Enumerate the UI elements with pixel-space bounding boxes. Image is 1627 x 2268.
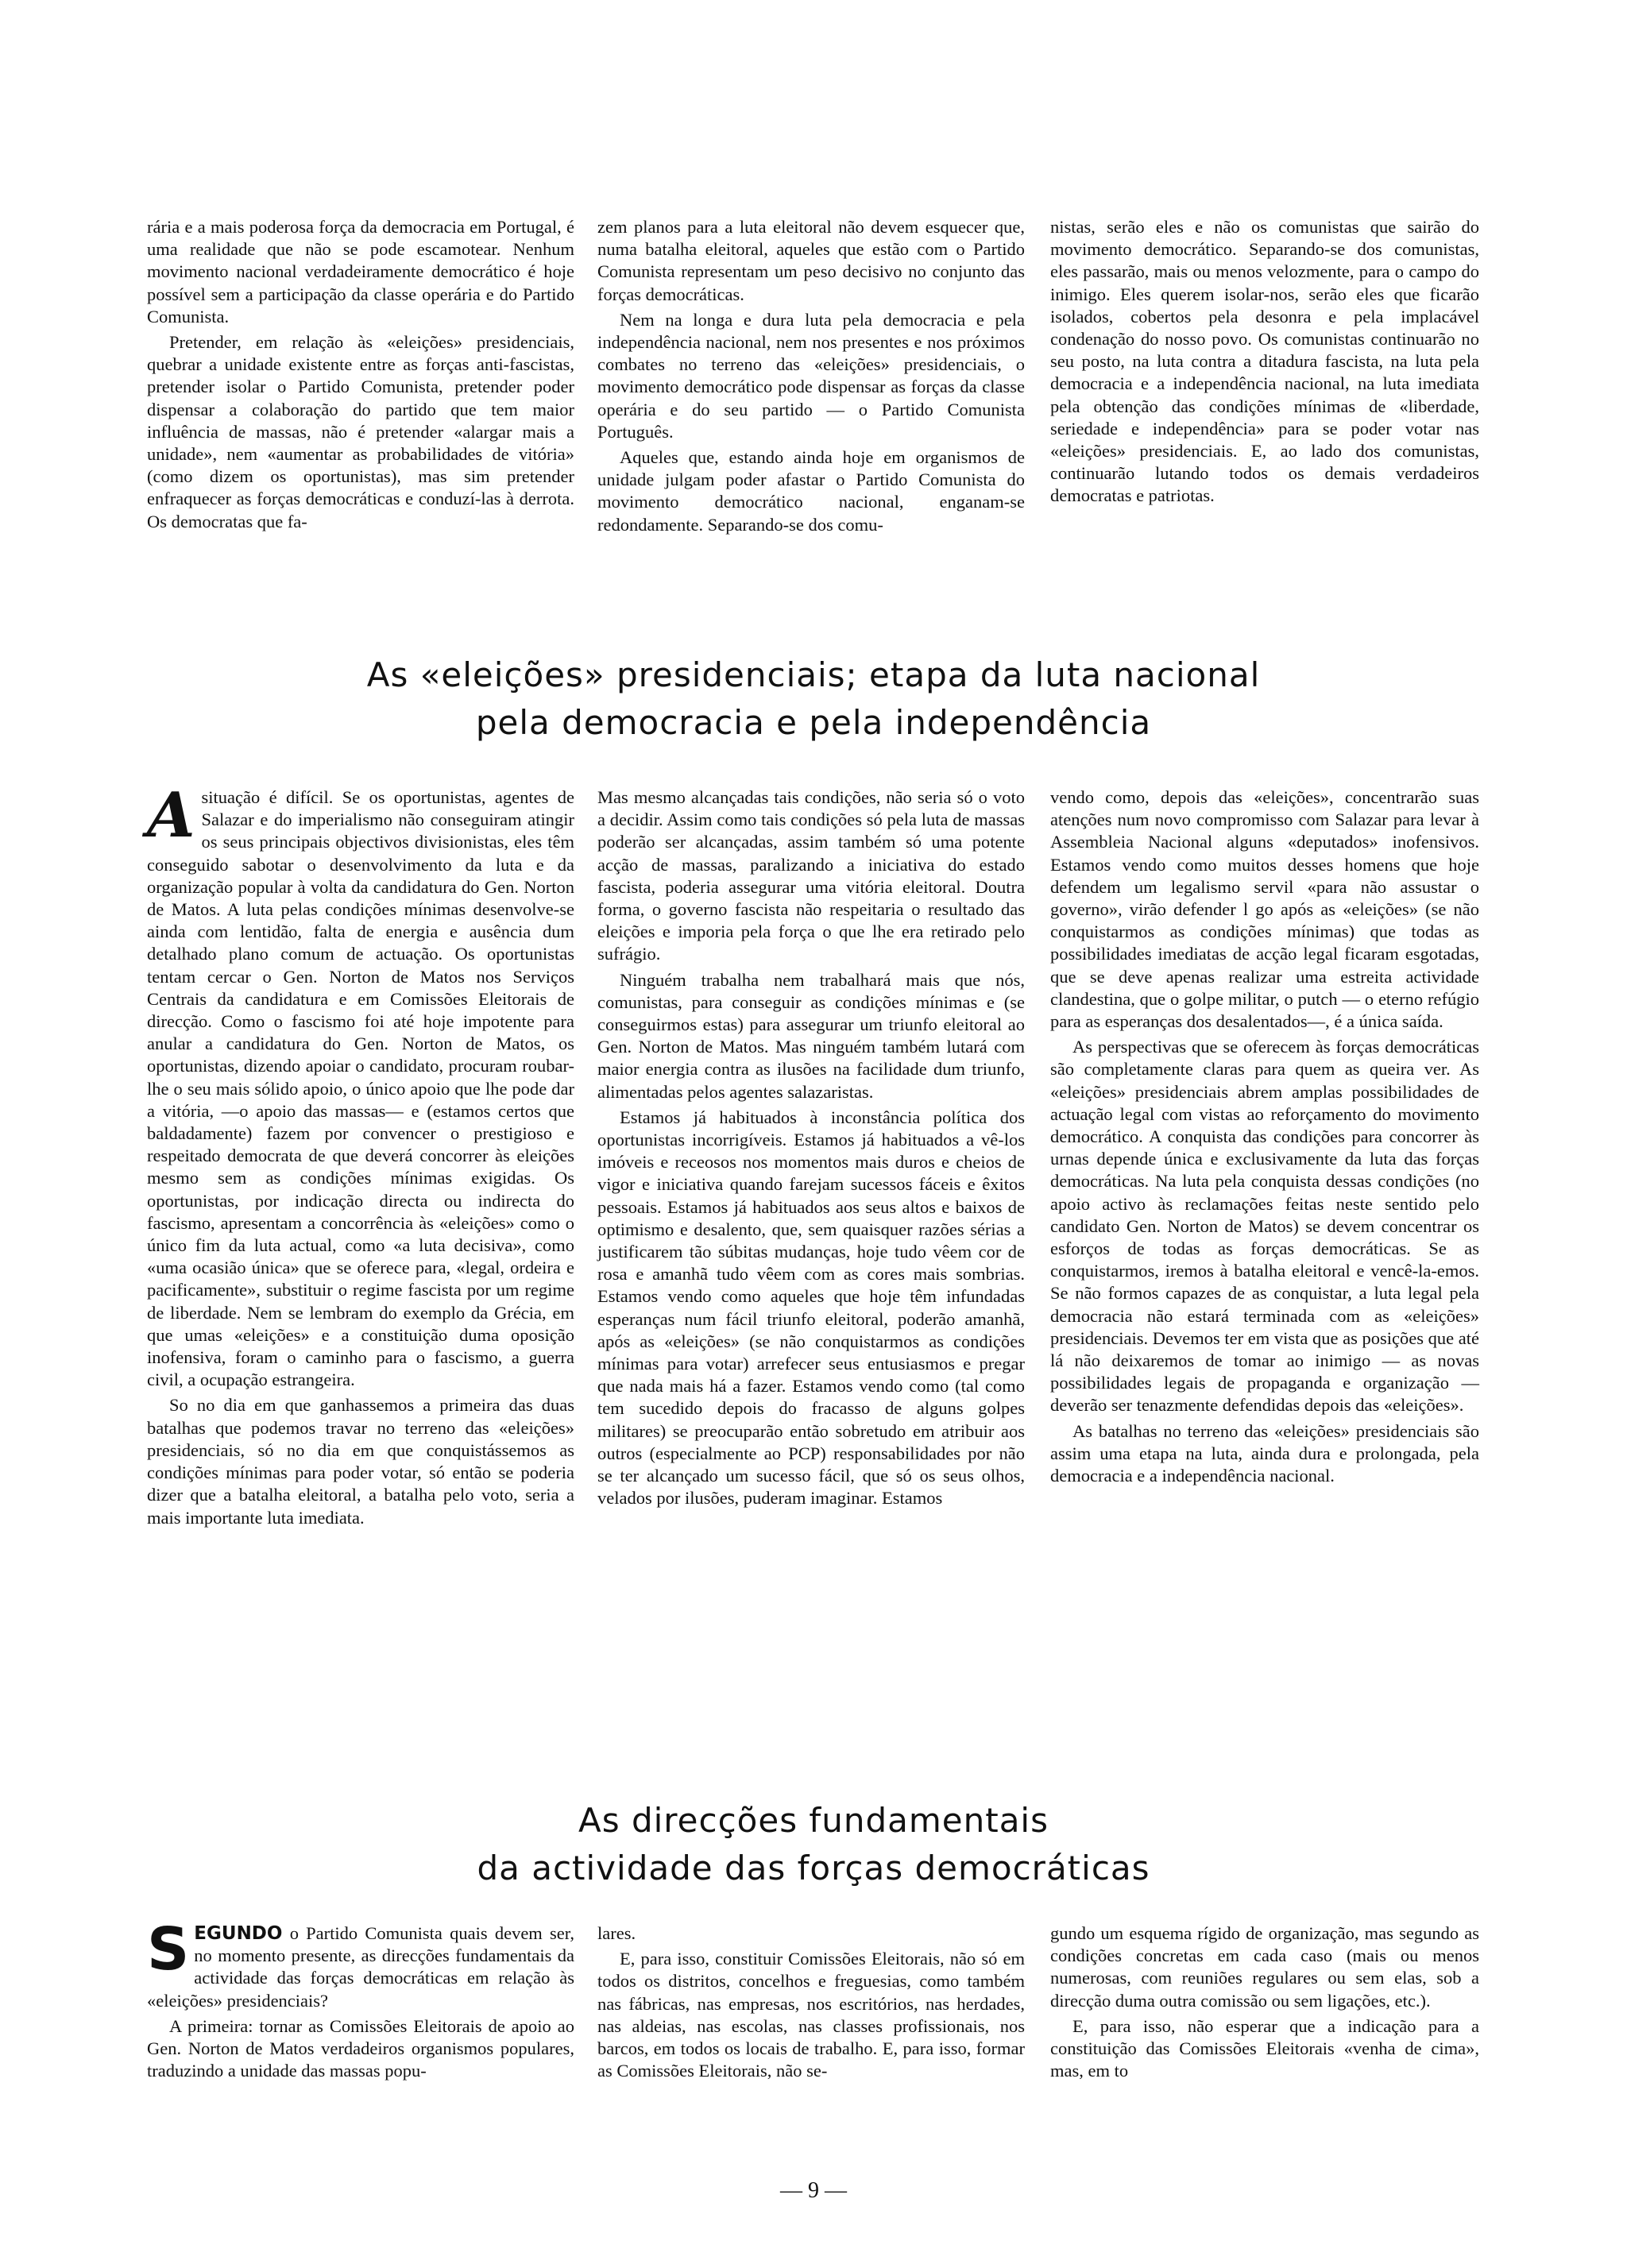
paragraph: lares.: [597, 1923, 636, 1943]
heading-line: As «eleições» presidenciais; etapa da luta nacional: [366, 655, 1261, 694]
bottom-column-3: [1050, 1922, 1479, 2085]
paragraph: zem planos para a luta eleitoral não devem esquecer que, numa batalha eleitoral, aqueles que estão com o Partido Comunista representam um peso decisivo no conjunto das forças democráticas.: [597, 217, 1025, 304]
middle-column-2: [597, 786, 1025, 1513]
middle-column-1: [147, 779, 574, 1532]
paragraph: rária e a mais poderosa força da democracia em Portugal, é uma realidade que não se pode escamotear. Nenhum movimento nacional verdadeiramente democrático é hoje possível sem a participação da classe operária e do Partido Comunista.: [147, 217, 574, 326]
page-number: — 9 —: [780, 2178, 847, 2203]
drop-cap: S: [147, 1915, 190, 1984]
middle-column-3: [1050, 786, 1479, 1490]
bottom-column-1: [147, 1915, 574, 2085]
lead-word: EGUNDO: [194, 1923, 283, 1944]
paragraph: As perspectivas que se oferecem às forças democráticas são completamente claras para quem as queira ver. As «eleições» presidenciais abrem amplas possibilidades de actuação legal com vistas ao reforçamento do movimento democrático. A conquista das condições para concorrer às urnas depende única e exclusivamente da luta das forças democráticas. Na luta pela conquista dessas condições (no apoio activo às reclamações feitas neste sentido pelo candidato Gen. Norton de Matos) se devem concentrar os esforços de todas as forças democráticas. Se as conquistarmos, iremos à batalha eleitoral e vencê-la-emos. Se não formos capazes de as conquistar, a luta legal pela democracia não estará terminada com as «eleições» presidenciais. Devemos ter em vista que as posições que até lá não deixaremos de tomar ao inimigo — as novas possibilidades legais de propaganda e organização — deverão ser tenazmente defendidas depois das «eleições».: [1050, 1037, 1479, 1416]
paragraph: So no dia em que ganhassemos a primeira das duas batalhas que podemos travar no terreno das «eleições» presidenciais, só no dia em que conquistássemos as condições mínimas para poder votar, só então se poderia dizer que a batalha eleitoral, a batalha pelo voto, seria a mais importante luta imediata.: [147, 1395, 574, 1528]
heading-line: da actividade das forças democráticas: [477, 1849, 1150, 1887]
paragraph: Estamos já habituados à inconstância política dos oportunistas incorrigíveis. Estamos já habituados a vê-los imóveis e receosos nos momentos mais duros e cheios de vigor e iniciativa quando farejam sucessos fáceis e êxitos pessoais. Estamos já habituados aos seus altos e baixos de optimismo e desalento, que, sem quaisquer razões sérias a justificarem tão súbitas mudanças, hoje tudo vêem cor de rosa e amanhã tudo vêem com as cores mais sombrias. Estamos vendo como aqueles que hoje têm infundadas esperanças num fácil triunfo eleitoral, poderão amanhã, após as «eleições» (se não conquistarmos as condições mínimas para votar) arrefecer seus entusiasmos e pregar que nada mais há a fazer. Estamos vendo como (tal como tem sucedido depois do fracasso de alguns golpes militares) se preocuparão então sobretudo em atribuir aos outros (especialmente ao PCP) responsabilidades por não se ter alcançado um sucesso fácil, que só os seus olhos, velados por ilusões, puderam imaginar. Estamos: [597, 1107, 1025, 1509]
paragraph: vendo como, depois das «eleições», concentrarão suas atenções num novo compromisso com Salazar para levar à Assembleia Nacional alguns «deputados» inofensivos. Estamos vendo como muitos desses homens que hoje defendem um legalismo servil «para não assustar o governo», virão defender l go após as «eleições» (se não conquistarmos as condições mínimas) que todas as possibilidades imediatas de acção legal ficaram esgotadas, que se deve apenas realizar uma estreita actividade clandestina, que o golpe militar, o putch — o eterno refúgio para as esperanças dos desalentados—, é a única saída.: [1050, 787, 1479, 1032]
paragraph: Aqueles que, estando ainda hoje em organismos de unidade julgam poder afastar o Partido Comunista do movimento democrático nacional, enganam-se redondamente. Separando-se dos comu-: [597, 447, 1025, 535]
paragraph: [147, 779, 574, 1391]
bottom-column-2: [597, 1922, 1025, 2085]
paragraph: [147, 1915, 574, 2012]
paragraph: A primeira: tornar as Comissões Eleitorais de apoio ao Gen. Norton de Matos verdadeiros organismos populares, traduzindo a unidade das massas popu-: [147, 2015, 574, 2081]
paragraph: Ninguém trabalha nem trabalhará mais que nós, comunistas, para conseguir as condições mínimas e (se conseguirmos estas) para assegurar um triunfo eleitoral ao Gen. Norton de Matos. Mas ninguém também lutará com maior energia contra as ilusões na facilidade dum triunfo, alimentadas pelos agentes salazaristas.: [597, 969, 1025, 1102]
paragraph-text: situação é difícil. Se os oportunistas, agentes de Salazar e do imperialismo não conseguiram atingir os seus principais objectivos divisionistas, eles têm conseguido sabotar o desenvolvimento da luta e da organização popular à volta da candidatura do Gen. Norton de Matos. A luta pelas condições mínimas desenvolve-se ainda com lentidão, falta de energia e ausência dum detalhado plano comum de actuação. Os oportunistas tentam cercar o Gen. Norton de Matos nos Serviços Centrais da candidatura e em Comissões Eleitorais de direcção. Como o fascismo foi até hoje impotente para anular a candidatura do Gen. Norton de Matos, os oportunistas, dizendo apoiar o candidato, procuram roubar-lhe o seu mais sólido apoio, o único apoio que lhe pode dar a vitória, —o apoio das massas— e (estamos certos que baldadamente) fazem por convencer o prestigioso e respeitado democrata de que deverá concorrer às eleições mesmo sem as condições mínimas exigidas. Os oportunistas, por indicação directa ou indirecta do fascismo, apresentam a concorrência às «eleições» como o único fim da luta actual, como «a luta decisiva», como «uma ocasião única» que se oferece para, «legal, ordeira e pacificamente», substituir o regime fascista por um regime de liberdade. Nem se lembram do exemplo da Grécia, em que umas «eleições» e a constituição duma oposição inofensiva, foram o caminho para o fascismo, a guerra civil, a ocupação estrangeira.: [147, 787, 574, 1390]
paragraph: nistas, serão eles e não os comunistas que sairão do movimento democrático. Separando-se dos comunistas, eles passarão, mais ou menos velozmente, para o campo do inimigo. Eles querem isolar-nos, serão eles que ficarão isolados, cobertos pela desonra e pela implacável condenação do nosso povo. Os comunistas continuarão no seu posto, na luta contra a ditadura fascista, na luta pela democracia e a independência nacional, na luta imediata pela obtenção das condições mínimas de «liberdade, seriedade e independência» para se poder votar nas «eleições» presidenciais. E, ao lado dos comunistas, continuarão lutando todos os demais verdadeiros democratas e patriotas.: [1050, 217, 1479, 506]
paragraph: E, para isso, não esperar que a indicação para a constituição das Comissões Eleitorais «venha de cima», mas, em to: [1050, 2015, 1479, 2081]
section-heading-directions: [0, 1797, 1627, 1892]
paragraph-text: o Partido Comunista quais devem ser, no momento presente, as direcções fundamentais da actividade das forças democráticas em relação às «eleições» presidenciais?: [147, 1923, 574, 2011]
middle-section: [0, 779, 1627, 1756]
heading-line: As direcções fundamentais: [578, 1801, 1049, 1840]
paragraph: Pretender, em relação às «eleições» presidenciais, quebrar a unidade existente entre as forças anti-fascistas, pretender isolar o Partido Comunista, pretender poder dispensar a colaboração do partido que tem maior influência de massas, não é pretender «alargar mais a unidade», nem «aumentar as probabilidades de vitória» (como dizem os oportunistas), mas sim pretender enfraquecer as forças democráticas e conduzí-las à derrota. Os democratas que fa-: [147, 332, 574, 531]
paragraph: Nem na longa e dura luta pela democracia e pela independência nacional, nem nos presentes e nos próximos combates no terreno das «eleições» presidenciais, o movimento democrático pode dispensar as forças da classe operária e do seu partido — o Partido Comunista Português.: [597, 309, 1025, 442]
paragraph: As batalhas no terreno das «eleições» presidenciais são assim uma etapa na luta, ainda dura e prolongada, pela democracia e a independência nacional.: [1050, 1420, 1479, 1486]
top-column-3: [1050, 216, 1479, 511]
paragraph: gundo um esquema rígido de organização, mas segundo as condições concretas em cada caso (mais ou menos numerosas, com reuniões regulares ou sem elas, sob a direcção duma outra comissão ou sem ligações, etc.).: [1050, 1923, 1479, 2011]
top-column-2: [597, 216, 1025, 539]
paragraph: Mas mesmo alcançadas tais condições, não seria só o voto a decidir. Assim como tais condições só pela luta de massas poderão ser alcançadas, assim também só uma potente acção de massas, paralizando a iniciativa do estado fascista, poderia assegurar uma vitória eleitoral. Doutra forma, o governo fascista não respeitaria o resultado das eleições e imporia pela força o que lhe era retirado pelo sufrágio.: [597, 787, 1025, 964]
section-heading-elections: [0, 651, 1627, 747]
top-section: [0, 216, 1627, 629]
heading-line: pela democracia e pela independência: [475, 703, 1152, 742]
paragraph: E, para isso, constituir Comissões Eleitorais, não só em todos os distritos, concelhos e freguesias, como também nas fábricas, nas empresas, nos escritórios, nas herdades, nas aldeias, nas escolas, nas classes profissionais, nos barcos, em todos os locais de trabalho. E, para isso, formar as Comissões Eleitorais, não se-: [597, 1949, 1025, 2081]
drop-cap: A: [147, 779, 195, 852]
bottom-section: [0, 1915, 1627, 2161]
top-column-1: [147, 216, 574, 536]
